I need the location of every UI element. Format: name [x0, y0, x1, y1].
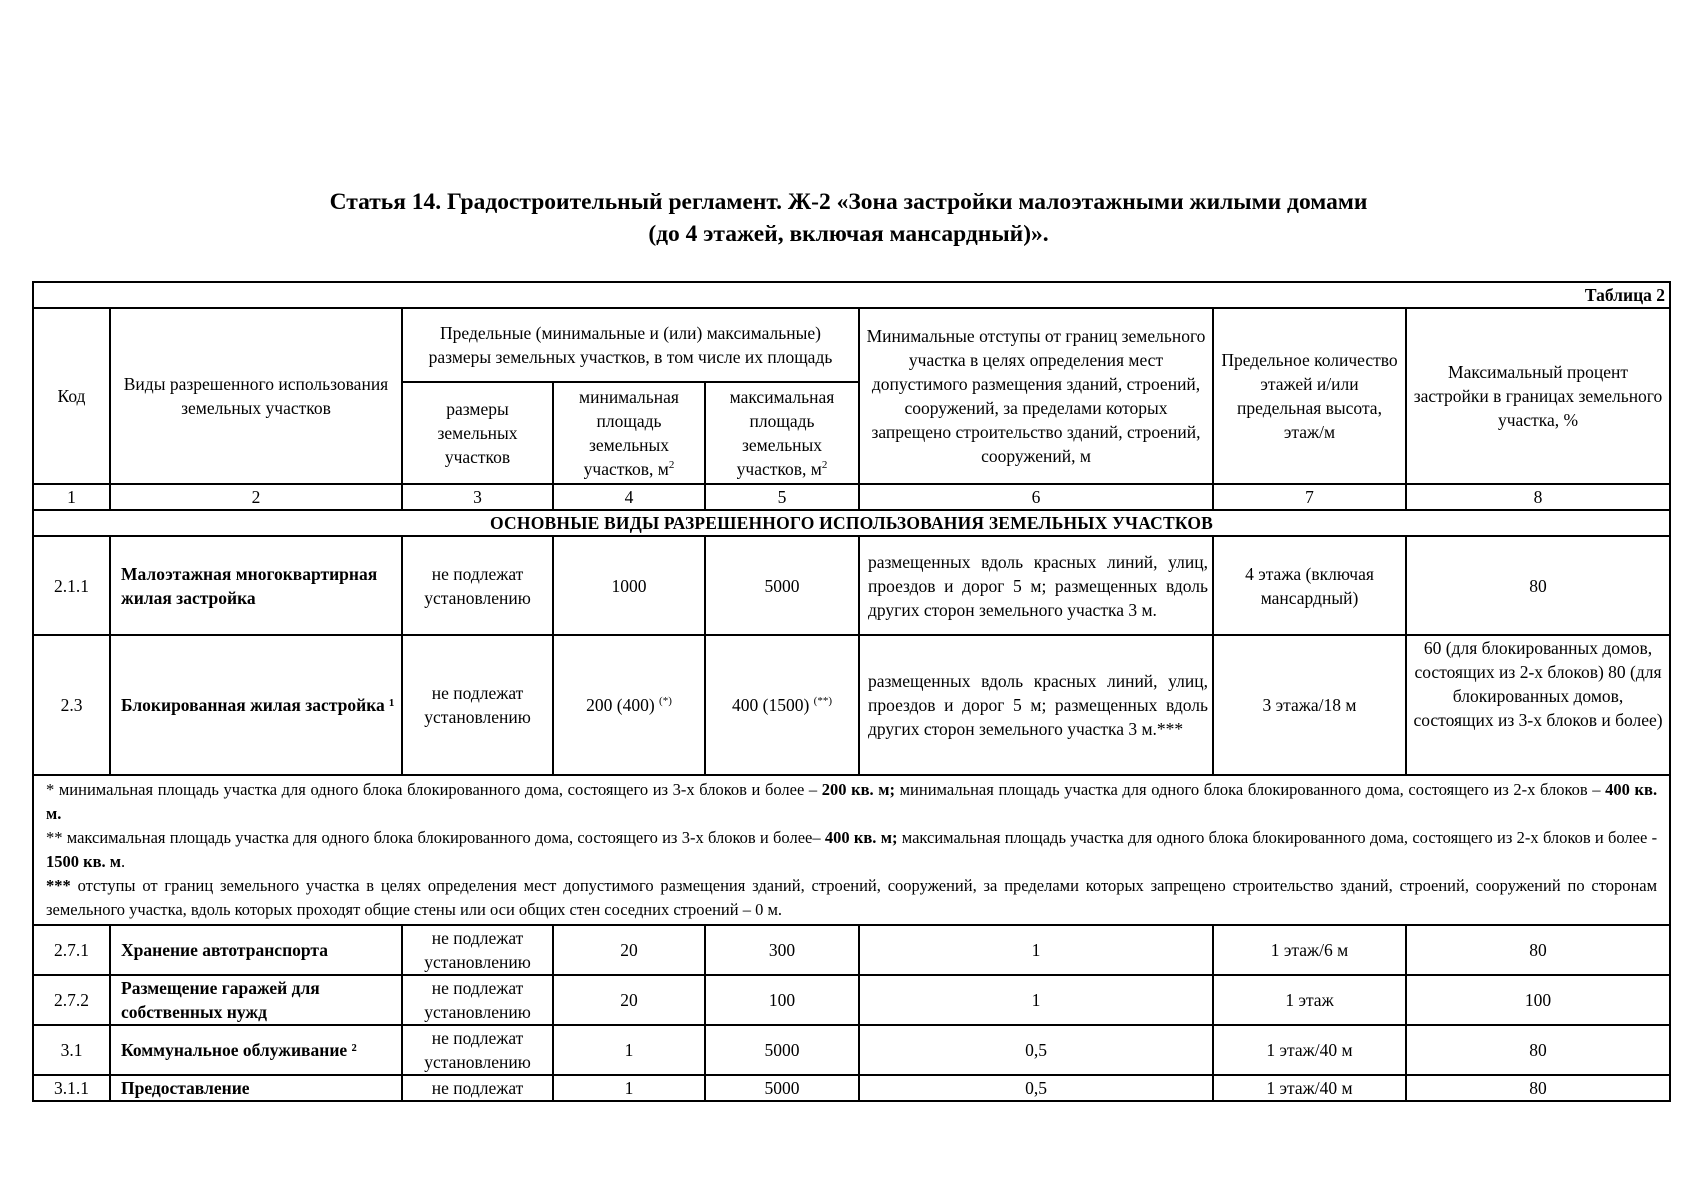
header-max-area-text: максимальная площадь земельных участков, м	[729, 387, 835, 479]
col-number: 1	[33, 484, 110, 510]
note-text: отступы от границ земельного участка в целях определения мест допустимого размещения зданий, строений, сооружений, за пределами которых запрещено строительство зданий, строений, сооружений по сторонам земельного участка, вдоль которых проходят общие стены или оси общих стен соседних строений – 0 м.	[46, 876, 1658, 919]
cell-floors: 1 этаж	[1213, 975, 1406, 1025]
header-min-area-text: минимальная площадь земельных участков, м	[579, 387, 679, 479]
cell-floors: 4 этажа (включая мансардный)	[1213, 536, 1406, 635]
sq-sup: 2	[668, 459, 675, 472]
col-number: 5	[705, 484, 859, 510]
header-row-1	[33, 308, 1670, 382]
column-number-row	[33, 484, 1670, 510]
cell-size: не подлежат установлению	[402, 635, 553, 775]
cell-min: 1	[553, 1075, 705, 1101]
cell-use: Малоэтажная многоквартирная жилая застройка	[110, 536, 402, 635]
cell-max	[705, 635, 859, 775]
col-number: 4	[553, 484, 705, 510]
cell-coverage: 80	[1406, 1075, 1670, 1101]
table-row	[33, 1025, 1670, 1075]
cell-floors: 1 этаж/6 м	[1213, 925, 1406, 975]
cell-setback: 0,5	[859, 1025, 1213, 1075]
header-use: Виды разрешенного использования земельных участков	[110, 308, 402, 484]
cell-max: 5000	[705, 536, 859, 635]
header-size-group: Предельные (минимальные и (или) максимальные) размеры земельных участков, в том числе их площадь	[402, 308, 859, 382]
cell-size: не подлежат	[402, 1075, 553, 1101]
footnote-2	[46, 826, 1657, 874]
cell-size: не подлежат установлению	[402, 925, 553, 975]
col-number: 3	[402, 484, 553, 510]
note-text: .	[121, 852, 126, 871]
header-sizes: размеры земельных участков	[402, 382, 553, 484]
footnote-3	[46, 874, 1657, 922]
note-bold: 1500 кв. м	[46, 852, 122, 871]
note-text: максимальная площадь участка для одного блока блокированного дома, состоящего из 2-х блоков и более -	[901, 828, 1658, 847]
note-bold: 400 кв. м;	[824, 828, 898, 847]
col-number: 7	[1213, 484, 1406, 510]
notes-row	[33, 775, 1670, 925]
note-bold: ***	[46, 876, 71, 895]
cell-setback: 1	[859, 925, 1213, 975]
cell-min: 20	[553, 925, 705, 975]
cell-coverage: 80	[1406, 925, 1670, 975]
cell-code: 2.1.1	[33, 536, 110, 635]
section-title: ОСНОВНЫЕ ВИДЫ РАЗРЕШЕННОГО ИСПОЛЬЗОВАНИЯ ЗЕМЕЛЬНЫХ УЧАСТКОВ	[33, 510, 1670, 536]
section-row	[33, 510, 1670, 536]
col-number: 8	[1406, 484, 1670, 510]
cell-use: Размещение гаражей для собственных нужд	[110, 975, 402, 1025]
cell-floors: 1 этаж/40 м	[1213, 1025, 1406, 1075]
cell-setback: размещенных вдоль красных линий, улиц, проездов и дорог 5 м; размещенных вдоль других сторон земельного участка 3 м.	[859, 536, 1213, 635]
cell-use: Коммунальное облуживание ²	[110, 1025, 402, 1075]
table-row	[33, 635, 1670, 775]
cell-min: 1	[553, 1025, 705, 1075]
cell-setback: размещенных вдоль красных линий, улиц, проездов и дорог 5 м; размещенных вдоль других сторон земельного участка 3 м.***	[859, 635, 1213, 775]
note-bold: 400 кв. м.	[46, 780, 1658, 823]
cell-code: 2.7.1	[33, 925, 110, 975]
cell-max-value: 400 (1500)	[732, 695, 810, 715]
table-row	[33, 925, 1670, 975]
cell-size: не подлежат установлению	[402, 1025, 553, 1075]
cell-max: 5000	[705, 1025, 859, 1075]
cell-min-value: 200 (400)	[586, 695, 655, 715]
table-row	[33, 536, 1670, 635]
cell-floors: 3 этажа/18 м	[1213, 635, 1406, 775]
cell-max: 5000	[705, 1075, 859, 1101]
table-label-row	[33, 282, 1670, 308]
cell-coverage: 60 (для блокированных домов, состоящих из 2-х блоков) 80 (для блокированных домов, состоящих из 3-х блоков и более)	[1406, 635, 1670, 775]
cell-setback: 0,5	[859, 1075, 1213, 1101]
header-max-area	[705, 382, 859, 484]
cell-min: 20	[553, 975, 705, 1025]
header-min-area	[553, 382, 705, 484]
cell-use: Блокированная жилая застройка ¹	[110, 635, 402, 775]
table-row	[33, 975, 1670, 1025]
footnote-1	[46, 778, 1657, 826]
cell-code: 3.1.1	[33, 1075, 110, 1101]
footnote-ref: (*)	[659, 695, 672, 708]
cell-code: 3.1	[33, 1025, 110, 1075]
cell-coverage: 100	[1406, 975, 1670, 1025]
cell-code: 2.3	[33, 635, 110, 775]
cell-coverage: 80	[1406, 536, 1670, 635]
header-floors: Предельное количество этажей и/или предельная высота, этаж/м	[1213, 308, 1406, 484]
col-number: 2	[110, 484, 402, 510]
cell-code: 2.7.2	[33, 975, 110, 1025]
article-title	[0, 186, 1697, 250]
title-line-1: Статья 14. Градостроительный регламент. Ж-2 «Зона застройки малоэтажными жилыми домами	[329, 189, 1368, 215]
header-coverage: Максимальный процент застройки в границах земельного участка, %	[1406, 308, 1670, 484]
note-text: * минимальная площадь участка для одного блока блокированного дома, состоящего из 3-х блоков и более –	[46, 780, 818, 799]
note-bold: 200 кв. м;	[821, 780, 895, 799]
note-text: ** максимальная площадь участка для одного блока блокированного дома, состоящего из 3-х блоков и более–	[46, 828, 821, 847]
cell-use: Предоставление	[110, 1075, 402, 1101]
cell-use: Хранение автотранспорта	[110, 925, 402, 975]
footnotes	[33, 775, 1670, 925]
sq-sup: 2	[821, 459, 828, 472]
cell-max: 100	[705, 975, 859, 1025]
cell-coverage: 80	[1406, 1025, 1670, 1075]
cell-min	[553, 635, 705, 775]
cell-min: 1000	[553, 536, 705, 635]
cell-setback: 1	[859, 975, 1213, 1025]
cell-max: 300	[705, 925, 859, 975]
cell-floors: 1 этаж/40 м	[1213, 1075, 1406, 1101]
cell-size: не подлежат установлению	[402, 975, 553, 1025]
title-line-2: (до 4 этажей, включая мансардный)».	[648, 221, 1049, 247]
col-number: 6	[859, 484, 1213, 510]
header-setbacks: Минимальные отступы от границ земельного участка в целях определения мест допустимого размещения зданий, строений, сооружений, за пределами которых запрещено строительство зданий, строений, сооружений, м	[859, 308, 1213, 484]
header-code: Код	[33, 308, 110, 484]
footnote-ref: (**)	[813, 695, 832, 708]
table-row	[33, 1075, 1670, 1101]
note-text: минимальная площадь участка для одного блока блокированного дома, состоящего из 2-х блоков –	[899, 780, 1601, 799]
table-label: Таблица 2	[33, 282, 1670, 308]
regulation-table	[32, 281, 1671, 1102]
cell-size: не подлежат установлению	[402, 536, 553, 635]
